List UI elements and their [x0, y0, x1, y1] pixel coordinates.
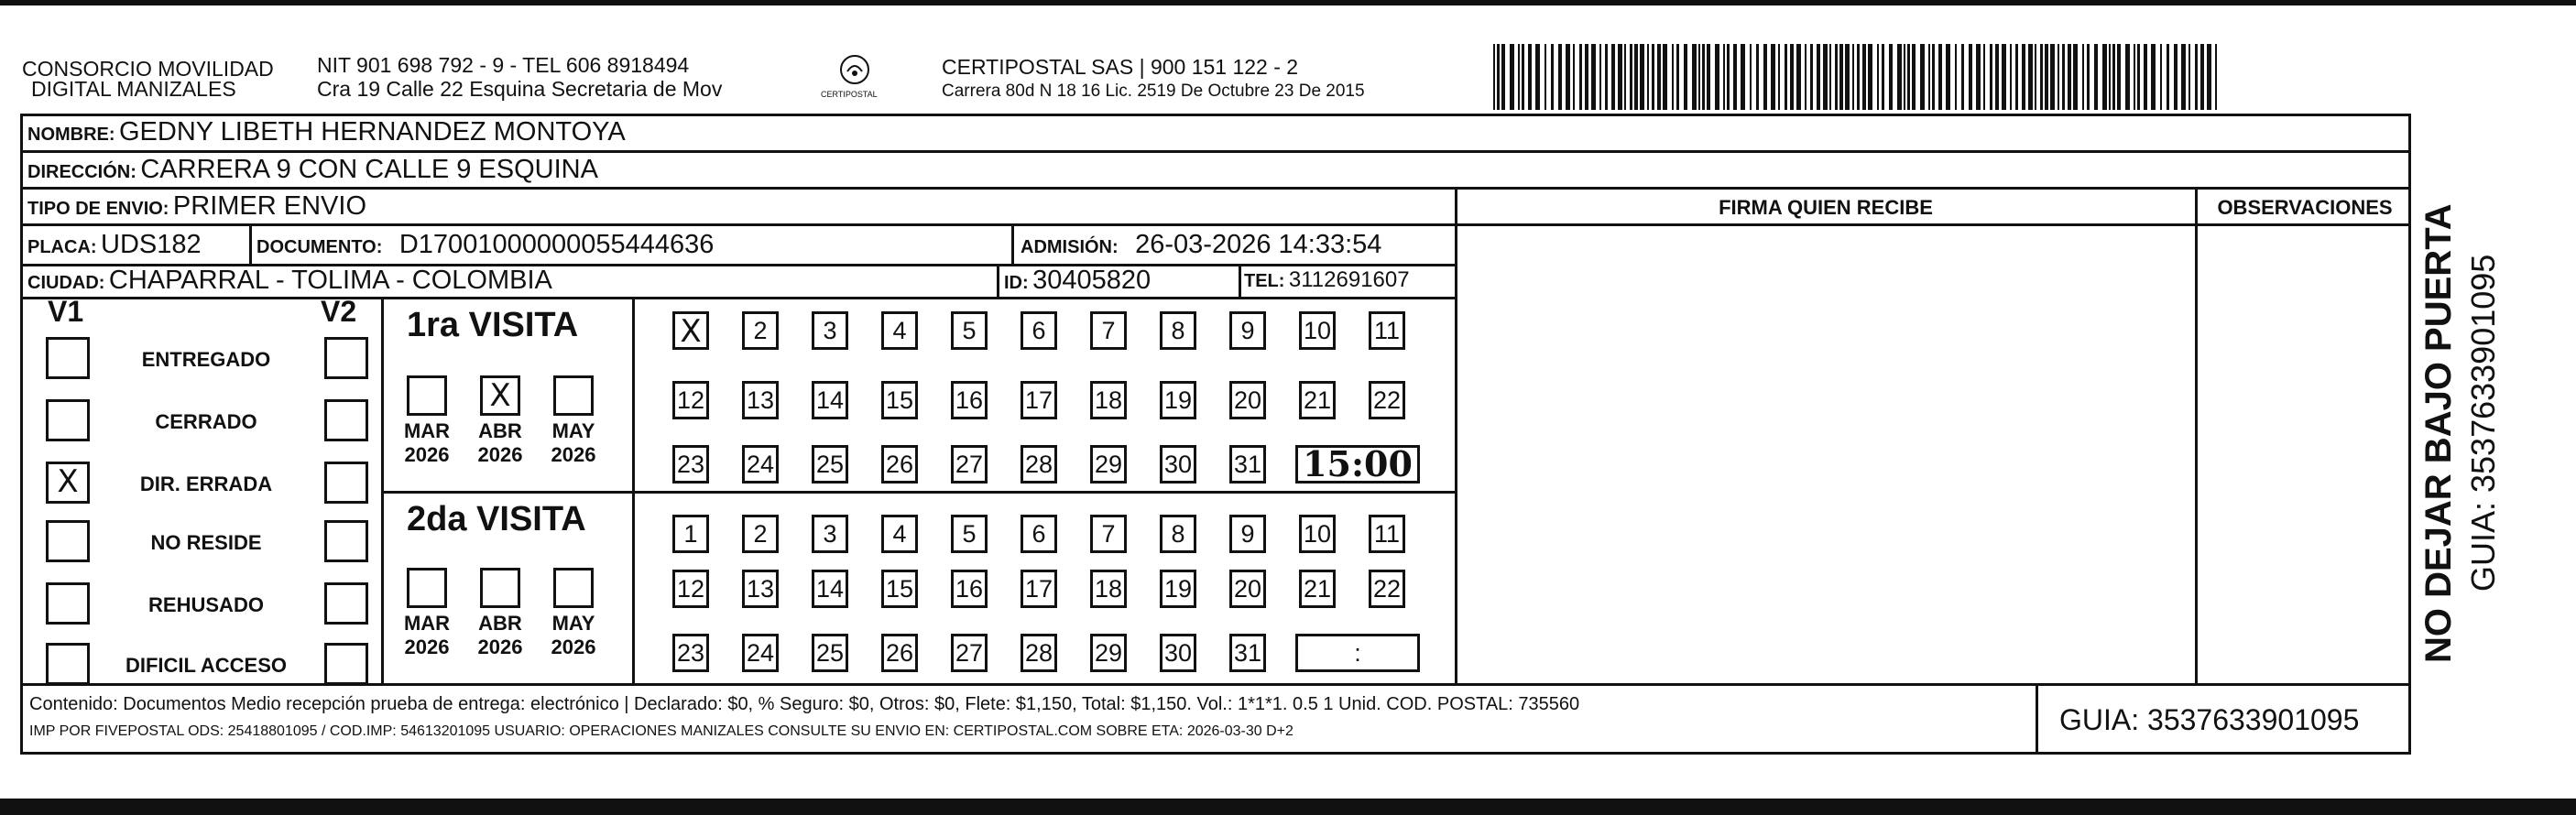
- certipostal-logo-icon: [838, 53, 871, 86]
- day-box[interactable]: 5: [951, 311, 988, 350]
- barcode-bar: [2002, 44, 2006, 110]
- day-box[interactable]: 10: [1299, 311, 1336, 350]
- day-box[interactable]: 27: [951, 445, 988, 484]
- day-box[interactable]: 25: [812, 634, 848, 672]
- barcode-bar: [1756, 44, 1759, 110]
- barcode-bar: [1932, 44, 1935, 110]
- day-box[interactable]: 1: [672, 515, 709, 553]
- v1-checkbox[interactable]: [46, 337, 90, 379]
- barcode-bar: [1852, 44, 1854, 110]
- barcode-bar: [1790, 44, 1794, 110]
- barcode-bar: [1501, 44, 1505, 110]
- carrier-address: Carrera 80d N 18 16 Lic. 2519 De Octubre 23 De 2015: [942, 82, 1365, 101]
- day-box[interactable]: 22: [1369, 570, 1405, 608]
- day-box[interactable]: 24: [742, 634, 779, 672]
- footer-imp: IMP POR FIVEPOSTAL ODS: 25418801095 / COD.IMP: 54613201095 USUARIO: OPERACIONES MANIZALES CONSULTE SU ENVIO EN: CERTIPOSTAL.COM SOBRE ETA: 2026-03-30 D+2: [29, 723, 1293, 739]
- column-divider: [1455, 187, 1457, 683]
- barcode-bar: [1566, 44, 1570, 110]
- barcode-bar: [1684, 44, 1687, 110]
- barcode-bar: [2117, 44, 2121, 110]
- documento-cell: [257, 225, 714, 268]
- barcode-bar: [1707, 44, 1710, 110]
- day-box[interactable]: 11: [1369, 311, 1405, 350]
- v2-checkbox[interactable]: [324, 643, 368, 685]
- ciudad-value: CHAPARRAL - TOLIMA - COLOMBIA: [108, 266, 552, 295]
- direccion-value: CARRERA 9 CON CALLE 9 ESQUINA: [140, 155, 598, 184]
- checkmark-x-icon: X: [680, 313, 702, 350]
- barcode-bar: [1741, 44, 1745, 110]
- day-box[interactable]: 29: [1090, 634, 1127, 672]
- day-box[interactable]: 8: [1160, 311, 1196, 350]
- barcode-bar: [1624, 44, 1626, 110]
- year-label: 2026: [551, 636, 596, 658]
- day-box[interactable]: 23: [672, 445, 709, 484]
- column-header-divider: [1455, 223, 2411, 226]
- barcode-bar: [2068, 44, 2071, 110]
- barcode-bar: [1995, 44, 1999, 110]
- barcode-bar: [1599, 44, 1601, 110]
- barcode-bar: [1605, 44, 1608, 110]
- day-box[interactable]: 31: [1229, 445, 1266, 484]
- barcode-bar: [2181, 44, 2186, 110]
- day-box[interactable]: 15: [881, 381, 918, 419]
- barcode-bar: [1652, 44, 1654, 110]
- day-box[interactable]: 26: [881, 445, 918, 484]
- barcode-bar: [1955, 44, 1957, 110]
- barcode-bar: [1676, 44, 1679, 110]
- first-visit-title: 1ra VISITA: [407, 306, 579, 344]
- barcode-bar: [2058, 44, 2059, 110]
- month-label: ABR: [478, 612, 522, 635]
- month-checkbox[interactable]: [480, 375, 520, 416]
- barcode-bar: [2094, 44, 2098, 110]
- company-address: Cra 19 Calle 22 Esquina Secretaria de Mov: [317, 77, 723, 101]
- barcode-bar: [1733, 44, 1737, 110]
- barcode-bar: [2015, 44, 2018, 110]
- month-label: MAR: [403, 612, 451, 635]
- day-box[interactable]: 17: [1021, 381, 1057, 419]
- bottom-edge: [0, 799, 2576, 815]
- day-box[interactable]: 30: [1160, 634, 1196, 672]
- barcode-bar: [2087, 44, 2090, 110]
- day-box[interactable]: 14: [812, 381, 848, 419]
- v2-checkbox[interactable]: [324, 582, 368, 625]
- admision-value: 26-03-2026 14:33:54: [1135, 230, 1382, 259]
- barcode-bar: [1868, 44, 1872, 110]
- barcode-bar: [1585, 44, 1588, 110]
- barcode-bar: [1983, 44, 1985, 110]
- barcode-bar: [1990, 44, 1992, 110]
- day-box[interactable]: 28: [1021, 445, 1057, 484]
- day-box[interactable]: 16: [951, 570, 988, 608]
- barcode-bar: [1663, 44, 1667, 110]
- month-checkbox[interactable]: [553, 375, 594, 416]
- company-line1: CONSORCIO MOVILIDAD: [22, 57, 274, 81]
- year-label: 2026: [477, 443, 523, 466]
- day-box[interactable]: 11: [1369, 515, 1405, 553]
- barcode-bar: [1829, 44, 1831, 110]
- footer-guia: GUIA: 3537633901095: [2059, 703, 2360, 736]
- month-checkbox[interactable]: [407, 375, 447, 416]
- cell-divider: [1011, 225, 1014, 264]
- company-line2: DIGITAL MANIZALES: [31, 77, 236, 101]
- direccion-row: [27, 151, 598, 192]
- day-box[interactable]: 21: [1299, 570, 1336, 608]
- barcode-bar: [2189, 44, 2190, 110]
- year-label: 2026: [551, 443, 596, 466]
- barcode-bar: [1839, 44, 1843, 110]
- barcode-bar: [2102, 44, 2107, 110]
- barcode-bar: [1796, 44, 1801, 110]
- barcode-bar: [1611, 44, 1615, 110]
- day-box[interactable]: 15: [881, 570, 918, 608]
- checkmark-x-icon: X: [57, 463, 79, 500]
- barcode-bar: [1778, 44, 1780, 110]
- barcode-bar: [2050, 44, 2055, 110]
- month-label: MAY: [551, 419, 595, 442]
- month-label: ABR: [478, 419, 522, 442]
- barcode-bar: [1857, 44, 1860, 110]
- day-box[interactable]: 4: [881, 311, 918, 350]
- barcode-bar: [1862, 44, 1866, 110]
- barcode-bar: [2109, 44, 2111, 110]
- side-warning: NO DEJAR BAJO PUERTA: [2418, 203, 2459, 663]
- barcode-bar: [1961, 44, 1964, 110]
- direccion-label: DIRECCIÓN:: [27, 162, 136, 182]
- barcode-bar: [1618, 44, 1622, 110]
- visit-row-divider: [381, 491, 1455, 494]
- barcode-bar: [1551, 44, 1554, 110]
- barcode-bar: [1535, 44, 1540, 110]
- barcode-bar: [1907, 44, 1910, 110]
- checkmark-x-icon: X: [489, 377, 511, 414]
- nombre-row: [27, 114, 626, 155]
- admision-label: ADMISIÓN:: [1021, 237, 1119, 257]
- v1-checkbox[interactable]: [46, 520, 90, 562]
- barcode-bar: [1805, 44, 1806, 110]
- barcode-bar: [1591, 44, 1596, 110]
- barcode-bar: [2195, 44, 2198, 110]
- barcode-bar: [1715, 44, 1719, 110]
- month-checkbox[interactable]: [553, 568, 594, 608]
- barcode-bar: [2151, 44, 2156, 110]
- day-box[interactable]: 19: [1160, 570, 1196, 608]
- barcode-bar: [1692, 44, 1697, 110]
- barcode-bar: [2022, 44, 2025, 110]
- barcode-bar: [1810, 44, 1813, 110]
- firma-header: FIRMA QUIEN RECIBE: [1719, 196, 1933, 219]
- barcode-bar: [2082, 44, 2084, 110]
- time-box[interactable]: 15:00: [1295, 445, 1420, 484]
- observaciones-header: OBSERVACIONES: [2217, 196, 2393, 219]
- barcode-bar: [1976, 44, 1981, 110]
- barcode-bar: [2028, 44, 2033, 110]
- barcode-bar: [1640, 44, 1644, 110]
- barcode-bar: [1698, 44, 1700, 110]
- day-box[interactable]: 26: [881, 634, 918, 672]
- barcode-bar: [1510, 44, 1514, 110]
- status-label: CERRADO: [155, 410, 257, 433]
- barcode-bar: [2137, 44, 2140, 110]
- day-box[interactable]: 25: [812, 445, 848, 484]
- documento-label: DOCUMENTO:: [257, 237, 383, 257]
- status-label: REHUSADO: [148, 593, 264, 616]
- day-box[interactable]: 18: [1090, 570, 1127, 608]
- second-visit-title: 2da VISITA: [407, 500, 586, 538]
- top-edge: [0, 0, 2576, 16]
- nombre-label: NOMBRE:: [27, 125, 115, 145]
- status-label: NO RESIDE: [150, 531, 262, 554]
- day-box[interactable]: 23: [672, 634, 709, 672]
- barcode-bar: [2062, 44, 2065, 110]
- barcode-bar: [1558, 44, 1562, 110]
- day-box[interactable]: 7: [1090, 515, 1127, 553]
- barcode-bar: [1702, 44, 1705, 110]
- company-nit: NIT 901 698 792 - 9 - TEL 606 8918494: [317, 53, 690, 77]
- year-label: 2026: [477, 636, 523, 658]
- day-box[interactable]: 2: [742, 311, 779, 350]
- day-box[interactable]: 28: [1021, 634, 1057, 672]
- day-box[interactable]: 14: [812, 570, 848, 608]
- day-box[interactable]: 6: [1021, 515, 1057, 553]
- barcode-bar: [1771, 44, 1775, 110]
- barcode-bar: [1763, 44, 1767, 110]
- time-box[interactable]: :: [1295, 634, 1420, 672]
- barcode-bar: [2045, 44, 2048, 110]
- day-box[interactable]: 12: [672, 570, 709, 608]
- ciudad-cell: [27, 264, 552, 301]
- nombre-value: GEDNY LIBETH HERNANDEZ MONTOYA: [119, 117, 626, 147]
- barcode-bar: [1835, 44, 1838, 110]
- day-box[interactable]: 29: [1090, 445, 1127, 484]
- barcode-bar: [1672, 44, 1674, 110]
- cell-divider: [1239, 266, 1241, 297]
- barcode-bar: [1904, 44, 1905, 110]
- v2-checkbox[interactable]: [324, 399, 368, 441]
- logo-text: CERTIPOSTAL: [821, 90, 878, 99]
- v1-checkbox[interactable]: [46, 399, 90, 441]
- barcode-bar: [2200, 44, 2204, 110]
- cell-divider: [997, 266, 999, 297]
- day-box[interactable]: 16: [951, 381, 988, 419]
- barcode-bar: [2125, 44, 2130, 110]
- placa-label: PLACA:: [27, 237, 97, 257]
- month-label: MAY: [551, 612, 595, 635]
- tel-label: TEL:: [1244, 271, 1285, 291]
- day-box[interactable]: 9: [1229, 515, 1266, 553]
- barcode-bar: [1528, 44, 1532, 110]
- tipo-row: [27, 188, 366, 229]
- day-box[interactable]: 4: [881, 515, 918, 553]
- day-box[interactable]: 13: [742, 570, 779, 608]
- side-guia: GUIA: 3537633901095: [2464, 254, 2502, 592]
- barcode-bar: [1912, 44, 1916, 110]
- barcode-bar: [1579, 44, 1582, 110]
- tipo-label: TIPO DE ENVIO:: [27, 199, 169, 219]
- cell-divider: [249, 225, 252, 264]
- barcode-bar: [1750, 44, 1752, 110]
- day-box[interactable]: [672, 311, 709, 350]
- barcode-bar: [2215, 44, 2217, 110]
- barcode-bar: [2035, 44, 2036, 110]
- id-cell: [1004, 264, 1151, 301]
- status-label: DIFICIL ACCESO: [125, 654, 287, 677]
- barcode-bar: [2160, 44, 2162, 110]
- placa-cell: [27, 225, 202, 268]
- tel-cell: [1244, 264, 1410, 299]
- id-value: 30405820: [1032, 266, 1152, 295]
- row-divider: [20, 683, 2411, 686]
- barcode-bar: [1889, 44, 1893, 110]
- day-box[interactable]: 30: [1160, 445, 1196, 484]
- day-box[interactable]: 6: [1021, 311, 1057, 350]
- barcode-bar: [1723, 44, 1725, 110]
- barcode-bar: [1497, 44, 1500, 110]
- barcode-bar: [1882, 44, 1884, 110]
- v2-checkbox[interactable]: [324, 520, 368, 562]
- documento-value: D17001000000055444636: [398, 230, 715, 259]
- status-label: DIR. ERRADA: [139, 473, 273, 495]
- v2-checkbox[interactable]: [324, 462, 368, 504]
- v1-checkbox[interactable]: [46, 462, 90, 504]
- tipo-value: PRIMER ENVIO: [172, 191, 367, 221]
- barcode-bar: [2010, 44, 2012, 110]
- v1-header: V1: [48, 295, 84, 328]
- barcode-bar: [1969, 44, 1972, 110]
- footer-divider: [2036, 685, 2038, 755]
- carrier-name: CERTIPOSTAL SAS | 900 151 122 - 2: [942, 55, 1299, 79]
- barcode-bar: [2040, 44, 2043, 110]
- v1-checkbox[interactable]: [46, 643, 90, 685]
- day-box[interactable]: 22: [1369, 381, 1405, 419]
- barcode-bar: [1928, 44, 1930, 110]
- id-label: ID:: [1004, 273, 1029, 293]
- day-box[interactable]: 19: [1160, 381, 1196, 419]
- month-checkbox[interactable]: [480, 568, 520, 608]
- barcode-bar: [1877, 44, 1879, 110]
- barcode-bar: [1817, 44, 1820, 110]
- barcode-bar: [1545, 44, 1546, 110]
- barcode-bar: [2174, 44, 2178, 110]
- barcode-bar: [1938, 44, 1942, 110]
- barcode-bar: [2207, 44, 2211, 110]
- barcode-bar: [1823, 44, 1828, 110]
- day-box[interactable]: 3: [812, 515, 848, 553]
- v1-checkbox[interactable]: [46, 582, 90, 625]
- barcode-bar: [1518, 44, 1520, 110]
- day-box[interactable]: 10: [1299, 515, 1336, 553]
- footer-contenido: Contenido: Documentos Medio recepción prueba de entrega: electrónico | Declarado: $0, % Seguro: $0, Otros: $0, Flete: $1,150, Total: $1,150. Vol.: 1*1*1. 0.5 1 Unid. COD. POSTAL: 735560: [29, 694, 1580, 714]
- day-box[interactable]: 3: [812, 311, 848, 350]
- day-box[interactable]: 9: [1229, 311, 1266, 350]
- barcode-bar: [1946, 44, 1950, 110]
- barcode-bar: [1493, 44, 1495, 110]
- day-box[interactable]: 24: [742, 445, 779, 484]
- barcode-bar: [1845, 44, 1850, 110]
- barcode-bar: [1897, 44, 1902, 110]
- barcode-bar: [1647, 44, 1649, 110]
- day-box[interactable]: 13: [742, 381, 779, 419]
- day-box[interactable]: 21: [1299, 381, 1336, 419]
- status-label: ENTREGADO: [141, 348, 271, 371]
- v2-checkbox[interactable]: [324, 337, 368, 379]
- barcode-bar: [1630, 44, 1632, 110]
- day-box[interactable]: 12: [672, 381, 709, 419]
- barcode-bar: [2073, 44, 2078, 110]
- column-divider: [2195, 187, 2198, 683]
- barcode-bar: [1522, 44, 1524, 110]
- year-label: 2026: [404, 636, 450, 658]
- day-box[interactable]: 5: [951, 515, 988, 553]
- barcode: [1493, 44, 2226, 110]
- day-box[interactable]: 2: [742, 515, 779, 553]
- barcode-bar: [2167, 44, 2169, 110]
- barcode-bar: [2144, 44, 2147, 110]
- day-box[interactable]: 31: [1229, 634, 1266, 672]
- v2-header: V2: [321, 295, 357, 328]
- barcode-bar: [1727, 44, 1730, 110]
- day-box[interactable]: 20: [1229, 381, 1266, 419]
- day-box[interactable]: 8: [1160, 515, 1196, 553]
- barcode-bar: [2112, 44, 2115, 110]
- barcode-bar: [2134, 44, 2135, 110]
- day-box[interactable]: 7: [1090, 311, 1127, 350]
- day-box[interactable]: 18: [1090, 381, 1127, 419]
- admision-cell: [1021, 225, 1381, 268]
- barcode-bar: [1785, 44, 1787, 110]
- day-box[interactable]: 27: [951, 634, 988, 672]
- barcode-bar: [1657, 44, 1661, 110]
- day-box[interactable]: 20: [1229, 570, 1266, 608]
- month-label: MAR: [403, 419, 451, 442]
- year-label: 2026: [404, 443, 450, 466]
- barcode-bar: [1634, 44, 1638, 110]
- barcode-bar: [1573, 44, 1575, 110]
- placa-value: UDS182: [101, 230, 202, 259]
- month-checkbox[interactable]: [407, 568, 447, 608]
- day-box[interactable]: 17: [1021, 570, 1057, 608]
- ciudad-label: CIUDAD:: [27, 273, 105, 293]
- tel-value: 3112691607: [1288, 267, 1410, 292]
- barcode-bar: [1920, 44, 1925, 110]
